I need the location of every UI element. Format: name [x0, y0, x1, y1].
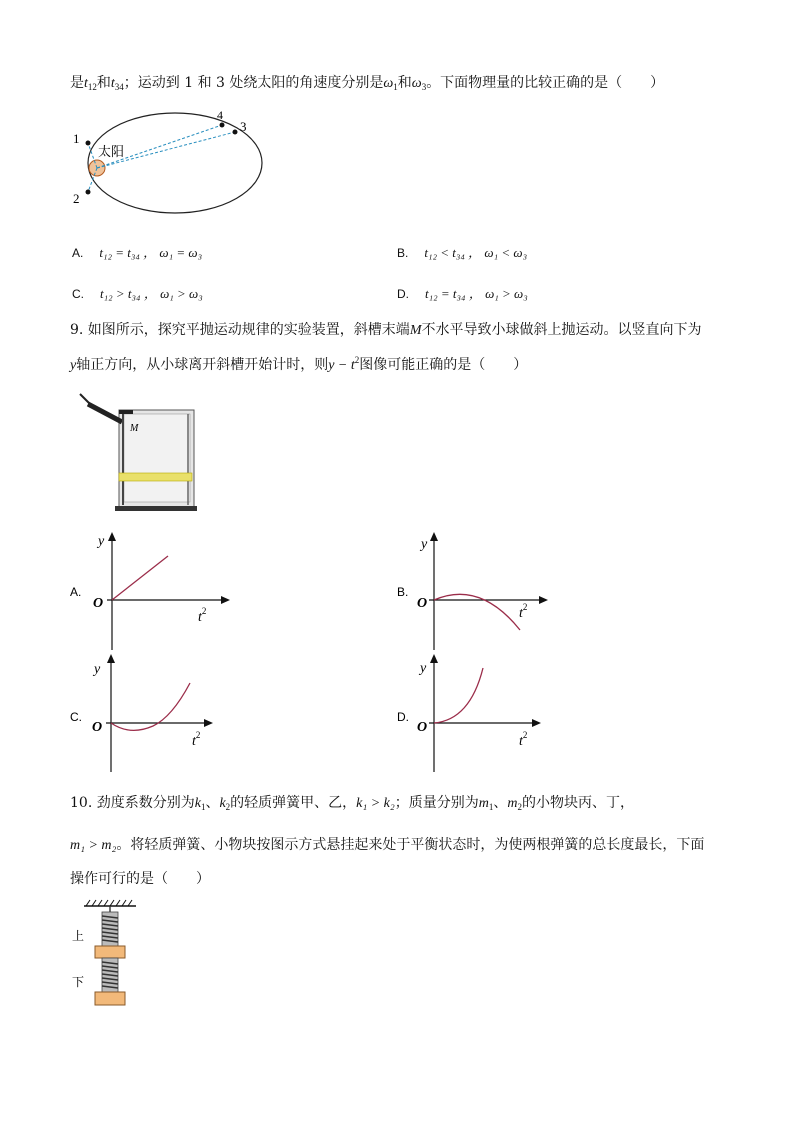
svg-text:t2: $t^2$: [198, 606, 207, 625]
q8-text-c: 。下面物理量的比较正确的是（ ）: [426, 75, 665, 91]
lower-spring: [102, 958, 118, 992]
svg-text:t2: $t^2$: [519, 730, 528, 749]
q9-stem-line1: 9. 如图所示，探究平抛运动规律的实验装置，斜槽末端M不水平导致小球做斜上抛运动。以竖直向下为: [70, 322, 702, 338]
graph-a-curve: [112, 556, 168, 600]
w3-symbol: $\omega_3$: [411, 76, 427, 92]
q8-stem-line: [70, 72, 664, 92]
q8-option-d[interactable]: D. t₁₂ = t₃₄ ， ω₁ > ω₃: [397, 286, 528, 301]
svg-text:O: O: [417, 720, 428, 735]
point-1-dot: [86, 141, 91, 146]
svg-text:O: O: [417, 596, 428, 611]
lower-block: [95, 992, 125, 1005]
q10-stem-line2: m₁ > m₂。将轻质弹簧、小物块按图示方式悬挂起来处于平衡状态时，为使两根弹簧的总长度最长，下面: [70, 837, 705, 853]
point-1-label: 1: [73, 131, 80, 146]
yellow-bar: [119, 473, 192, 481]
m1-symbol: $m_1$: [478, 796, 494, 812]
m-compare: m₁ > m₂: [70, 838, 117, 853]
q8-option-b[interactable]: B. t₁₂ < t₃₄ ， ω₁ < ω₃: [397, 245, 528, 260]
graph-b-option: B.: [397, 585, 409, 599]
y-symbol: y: [70, 358, 77, 373]
sun-label: 太阳: [98, 144, 125, 159]
svg-text:t2: $t^2$: [192, 730, 201, 749]
upper-label: 上: [72, 929, 85, 943]
graph-a-option: A.: [70, 585, 82, 599]
orbit-ellipse: [88, 113, 262, 213]
t34-symbol: $t_{34}$: [110, 76, 124, 92]
svg-text:y: y: [98, 534, 105, 549]
q10-stem-line1: 10. 劲度系数分别为$k_1$、$k_2$的轻质弹簧甲、乙，k₁ > k₂；质量分别为$m_1$、$m_2$的小物块丙、丁，: [70, 795, 635, 812]
photo-M-label: M: [130, 423, 139, 434]
k1-symbol: $k_1$: [194, 796, 206, 812]
q8-option-a[interactable]: A. t₁₂ = t₃₄ ， ω₁ = ω₃: [72, 245, 203, 260]
svg-text:y: y: [421, 537, 428, 552]
svg-text:t2: $t^2$: [519, 602, 528, 621]
point-4-label: 4: [217, 108, 223, 122]
k2-symbol: $k_2$: [219, 796, 231, 812]
upper-block: [95, 946, 125, 958]
m2-symbol: $m_2$: [507, 796, 523, 812]
point-3-dot: [233, 130, 238, 135]
svg-text:O: O: [92, 720, 103, 735]
t12-symbol: $t_{12}$: [84, 76, 97, 92]
graph-d-curve: [434, 668, 483, 723]
point-2-dot: [86, 190, 91, 195]
q8-text-a: 是: [70, 75, 84, 91]
point-2-label: 2: [73, 191, 80, 206]
graph-b[interactable]: [385, 530, 565, 655]
svg-text:y: y: [420, 661, 427, 676]
point-3-label: 3: [240, 119, 247, 134]
graph-c-option: C.: [70, 710, 82, 724]
q10-stem-line3: 操作可行的是（ ）: [70, 871, 210, 887]
apparatus-photo: [72, 390, 202, 520]
svg-text:O: O: [93, 596, 104, 611]
svg-text:y: y: [94, 662, 101, 677]
springs-figure: [70, 898, 150, 1013]
chute: [88, 404, 122, 422]
M-symbol: M: [409, 323, 422, 338]
q8-and2: 和: [397, 75, 412, 91]
w1-symbol: $\omega_1$: [383, 76, 398, 92]
graph-c[interactable]: [60, 650, 240, 775]
graph-d[interactable]: [385, 650, 565, 775]
upper-spring: [102, 906, 118, 946]
orbit-figure: [60, 105, 280, 220]
y-t2-formula: $y - t^2$: [328, 355, 360, 373]
q8-text-b: ；运动到 1 和 3 处绕太阳的角速度分别是: [123, 75, 384, 91]
k-compare: k₁ > k₂: [356, 796, 395, 811]
q8-and: 和: [96, 75, 111, 91]
lower-label: 下: [72, 975, 85, 989]
q8-option-c[interactable]: C. t₁₂ > t₃₄ ， ω₁ > ω₃: [72, 286, 203, 301]
point-4-dot: [220, 123, 225, 128]
q9-stem-line2: y轴正方向，从小球离开斜槽开始计时，则$y - t^2$图像可能正确的是（ ）: [70, 355, 528, 373]
graph-d-option: D.: [397, 710, 409, 724]
graph-a[interactable]: [60, 530, 240, 655]
